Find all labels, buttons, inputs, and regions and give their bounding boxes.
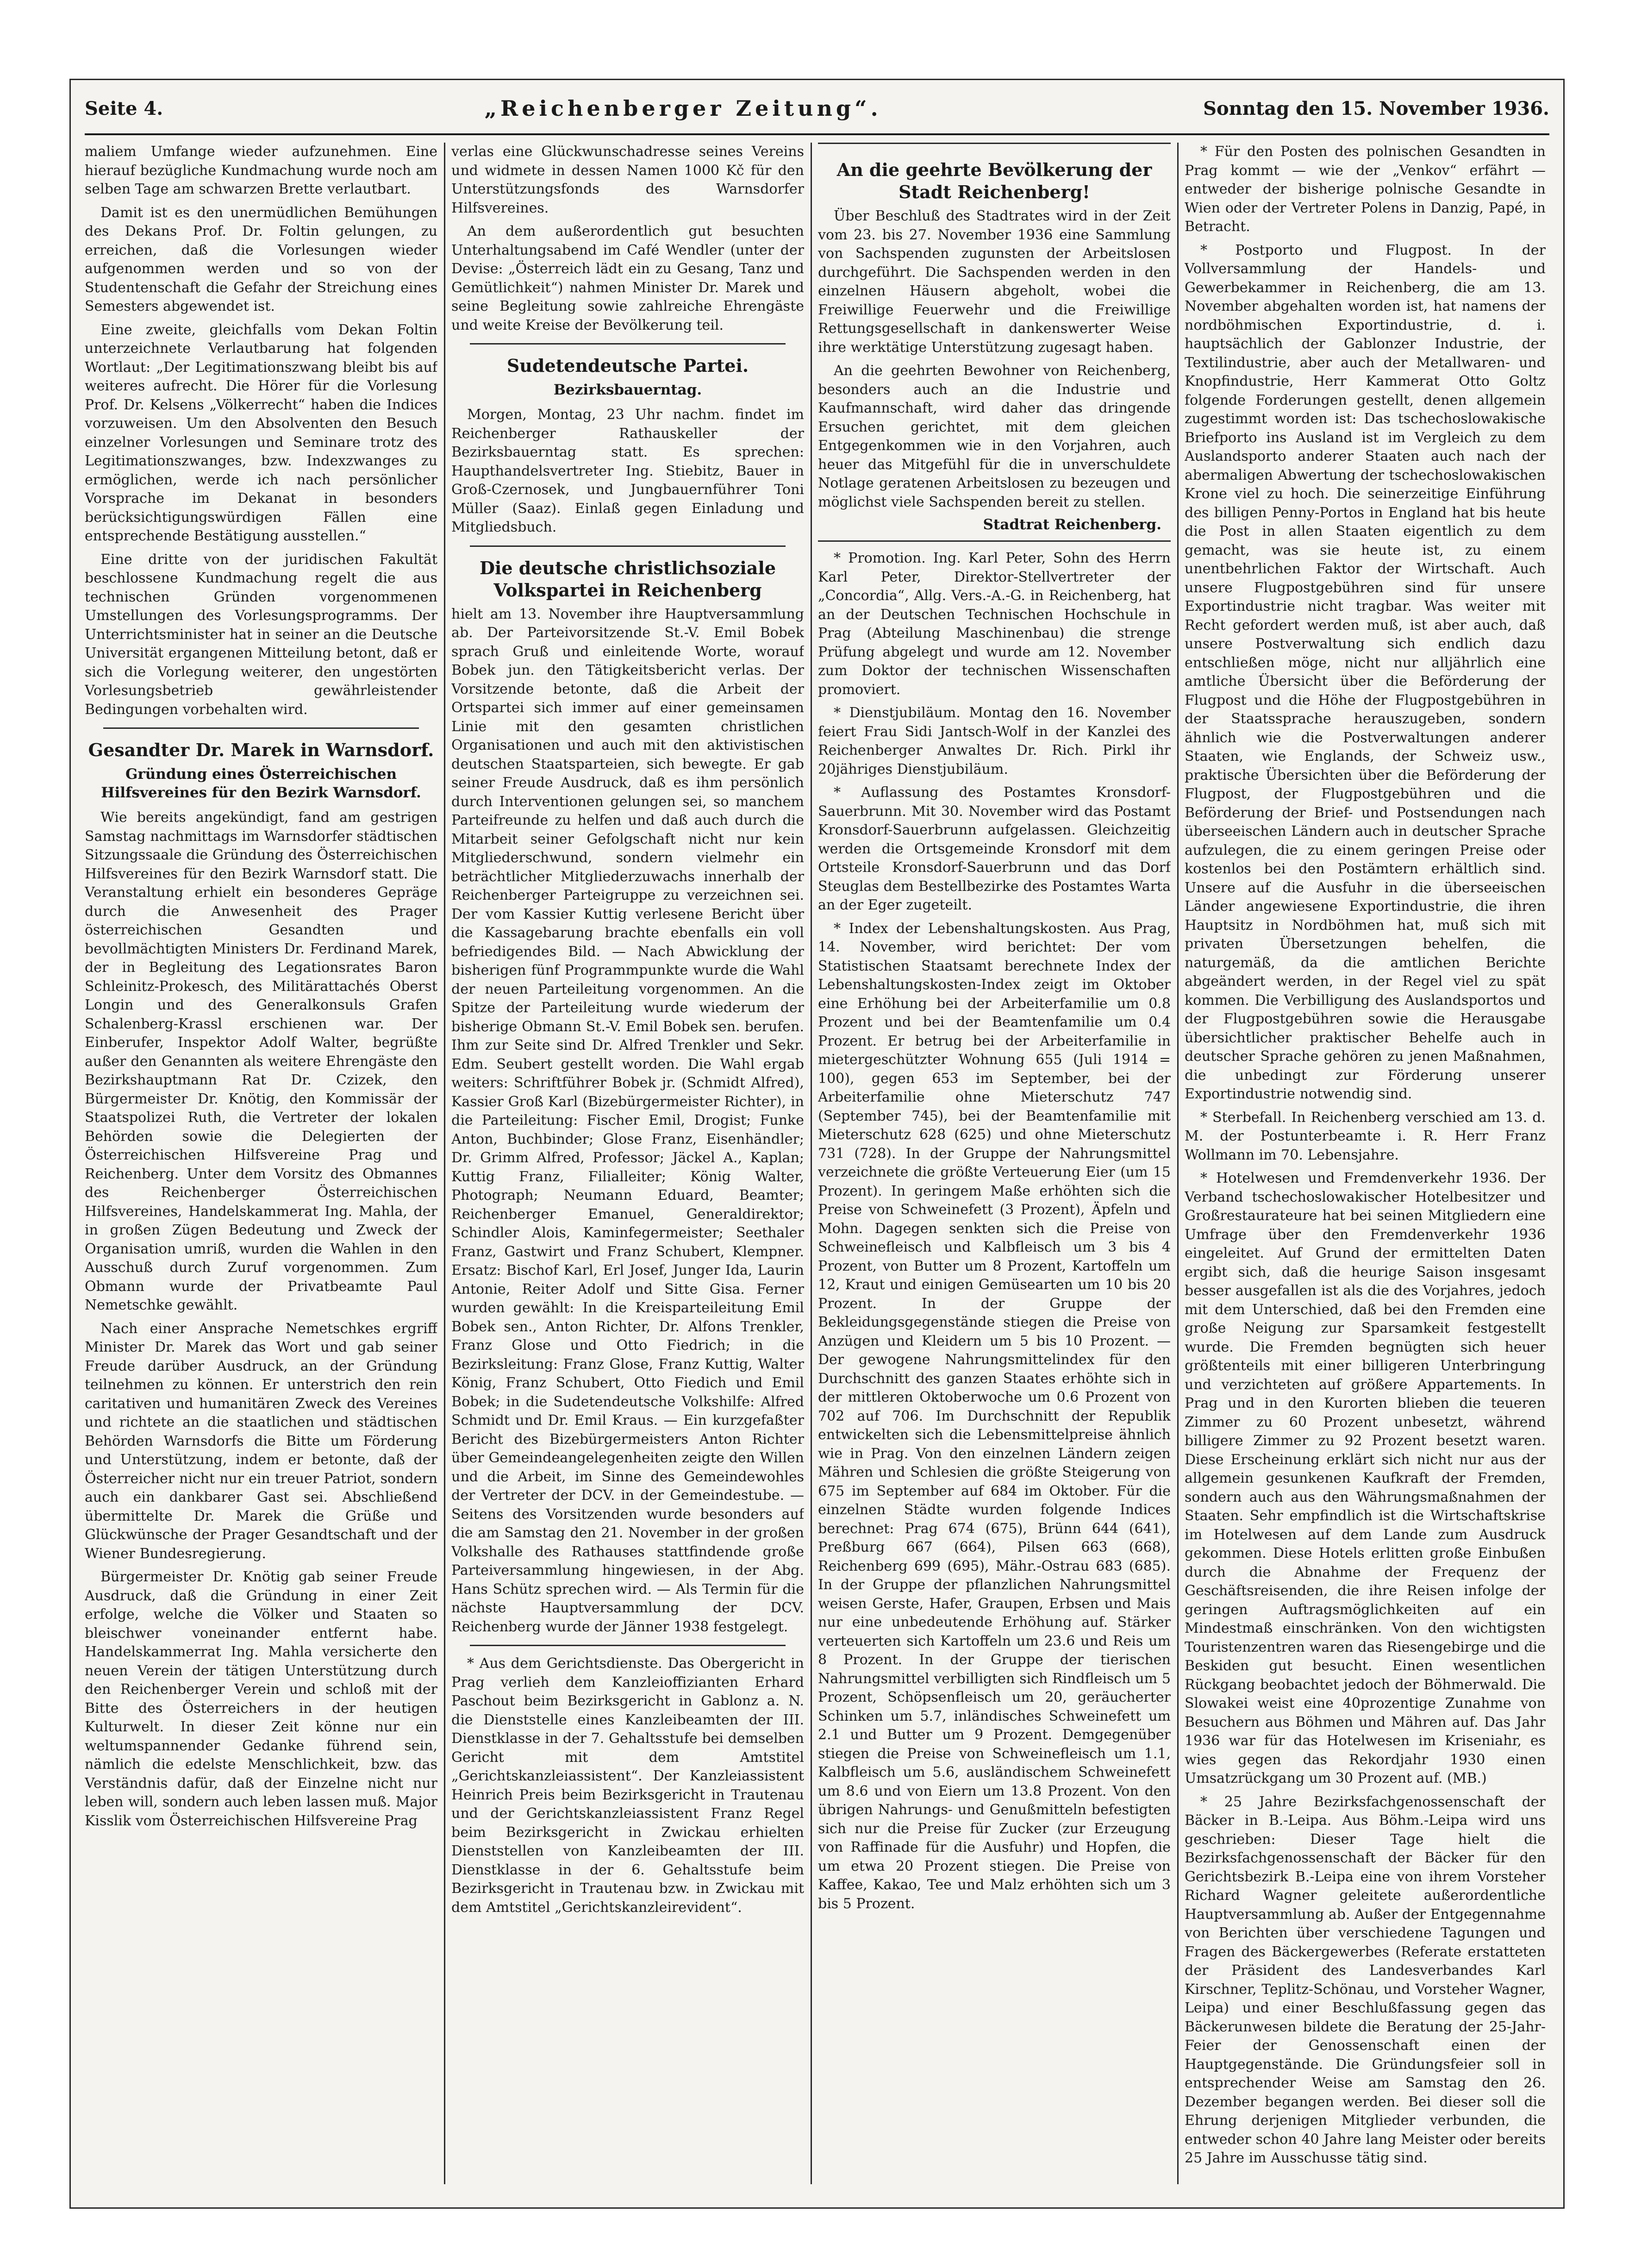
article-headline: Sudetendeutsche Partei. [506,355,749,376]
article-subheadline: Bezirksbauerntag. [553,382,702,398]
issue-date: Sonntag den 15. November 1936. [1203,97,1549,119]
article-paragraph: verlas eine Glückwunschadresse seines Vereins und widmete in dessen Namen 1000 Kč für den Unterstützungsfonds des Warnsdorfer Hilfsvereines. [451,144,804,216]
article-paragraph: Wie bereits angekündigt, fand am gestrigen Samstag nachmittags im Warnsdorfer städtischen Sitzungssaale die Gründung des Österreichischen Hilfsvereines für den Bezirk Warnsdorf statt. Die Veranstaltung erhielt ein besonderes Gepräge durch die Anwesenheit des Prager österreichischen Gesandten und bevollmächtigten Ministers Dr. Ferdinand Marek, der in Begleitung des Legationsrates Baron Schleinitz-Prokesch, des Militärattachés Oberst Longin und des Generalkonsuls Grafen Schalenberg-Krassl erschienen war. Der Einberufer, Inspektor Adolf Walter, begrüßte außer den Genannten als weitere Ehrengäste den Bezirkshauptmann Rat Dr. Czizek, den Bürgermeister Dr. Knötig, den Kommissär der Staatspolizei Ruth, die Vertreter der lokalen Behörden sowie die Delegierten der Österreichischen Hilfsvereine Prag und Reichenberg. Unter dem Vorsitz des Obmannes des Reichenberger Österreichischen Hilfsvereines, Handelskammerat Ing. Mahla, der in großen Zügen Bedeutung und Zweck der Organisation umriß, wurden die Wahlen in den Ausschuß durch Zuruf vorgenommen. Zum Obmann wurde der Privatbeamte Paul Nemetschke gewählt. [85,809,437,1313]
column-divider [811,143,812,2184]
newspaper-title: „Reichenberger Zeitung“. [484,96,882,121]
article-paragraph: Morgen, Montag, 23 Uhr nachm. findet im Reichenberger Rathauskeller der Bezirksbauerntag statt. Es sprechen: Haupthandelsvertreter Ing. Stiebitz, Bauer in Groß-Czernosek, und Jungbauernführer Toni Müller (Saaz). Einlaß gegen Einladung und Mitgliedsbuch. [451,407,804,535]
header-rule [85,133,1549,135]
column-3 [818,143,1171,2184]
news-item: * Für den Posten des polnischen Gesandten in Prag kommt — wie der „Venkov“ erfährt — entweder der bisherige polnische Gesandte in Wien oder der Vertreter Polens in Danzig, Papé, in Betracht. [1185,144,1546,235]
news-item: * Promotion. Ing. Karl Peter, Sohn des Herrn Karl Peter, Direktor-Stellvertreter der „Concordia“, Allg. Vers.-A.-G. in Reichenberg, hat an der Deutschen Technischen Hochschule in Prag (Abteilung Maschinenbau) die strenge Prüfung abgelegt und wurde am 12. November zum Doktor der technischen Wissenschaften promoviert. [818,550,1171,698]
page-number: Seite 4. [85,97,163,119]
news-item: * Sterbefall. In Reichenberg verschied am 13. d. M. der Postunterbeamte i. R. Herr Franz Wollmann im 70. Lebensjahre. [1185,1109,1546,1163]
notice-paragraph: An die geehrten Bewohner von Reichenberg, besonders auch an die Industrie und Kaufmannschaft, wird daher das dringende Ersuchen gerichtet, mit dem gleichen Entgegenkommen wie in den Vorjahren, auch heuer das Mitgefühl für die in unverschuldete Notlage geratenen Arbeitslosen zu bezeugen und möglichst viele Sachspenden bereit zu stellen. [818,363,1171,510]
news-item: * Auflassung des Postamtes Kronsdorf-Sauerbrunn. Mit 30. November wird das Postamt Kronsdorf-Sauerbrunn aufgelassen. Gleichzeitig werden die Ortsgemeinde Kronsdorf mit dem Ortsteile Kronsdorf-Sauerbrunn und das Dorf Steuglas dem Bestellbezirke des Postamtes Warta an der Eger zugeteilt. [818,784,1171,913]
article-paragraph: maliem Umfange wieder aufzunehmen. Eine hierauf bezügliche Kundmachung wurde noch am selben Tage am schwarzen Brette verlautbart. [85,144,437,197]
article-paragraph: Damit ist es den unermüdlichen Bemühungen des Dekans Prof. Dr. Foltin gelungen, zu erreichen, daß die Vorlesungen wieder aufgenommen werden und so von der Studentenschaft die Gefahr der Streichung eines Semesters abgewendet ist. [85,204,437,314]
notice-headline: An die geehrte Bevölkerung der Stadt Reichenberg! [836,159,1152,202]
article-separator [470,343,786,345]
notice-signature: Stadtrat Reichenberg. [983,516,1161,533]
news-item: * Postporto und Flugpost. In der Vollversammlung der Handels- und Gewerbekammer in Reichenberg, die am 13. November abgehalten worden ist, hat namens der nordböhmischen Exportindustrie, d. i. hauptsächlich der Gablonzer Industrie, der Textilindustrie, aber auch der Metallwaren- und Knopfindustrie, Herr Kammerat Otto Goltz folgende Forderungen gestellt, denen allgemein zugestimmt worden ist: Das tschechoslowakische Briefporto ins Ausland ist im Vergleich zu dem Auslandsporto anderer Staaten auch nach der abermaligen Abwertung der tschechoslowakischen Krone viel zu hoch. Die seinerzeitige Einführung des billigen Penny-Portos in England hat bis heute die Post in allen Staaten eigentlich zu dem gemacht, was sie heute ist, zu einem unentbehrlichen Faktor der Wirtschaft. Auch unsere Flugpostgebühren sind für unsere Exportindustrie nicht tragbar. Was weiter mit Recht gefordert werden muß, ist aber auch, daß unsere Postverwaltung sich endlich dazu entschließen möge, nicht nur alljährlich eine amtliche Übersicht über die Beförderung der Flugpost und die Höhe der Flugpostgebühren in der Staatssprache herauszugeben, sondern ähnlich wie die Postverwaltungen anderer Staaten, wie Englands, der Schweiz usw., praktische Übersichten über die Beförderung der Flugpost, der Flugpostgebühren und die Beförderung der Brief- und Postsendungen nach überseeischen Ländern auch in deutscher Sprache aufzulegen, die zu einem geringen Preise oder kostenlos bei den Postämtern erhältlich sind. Unsere auf die Ausfuhr in die überseeischen Länder angewiesene Exportindustrie, die ihren Hauptsitz in Nordböhmen hat, muß sich mit privaten Übersetzungen behelfen, die naturgemäß, da die amtlichen Berichte abgeändert werden, in der Regel viel zu spät kommen. Die Verbilligung des Auslandsportos und der Flugpostgebühren sowie die Herausgabe übersichtlicher praktischer Behelfe auch in deutscher Sprache gehören zu jenen Maßnahmen, die unbedingt zur Förderung unserer Exportindustrie notwendig sind. [1185,242,1546,1102]
article-paragraph: Eine dritte von der juridischen Fakultät beschlossene Kundmachung regelt die aus technischen Gründen vorgenommenen Umstellungen des Vorlesungsprogramms. Der Unterrichtsminister hat in seiner an die Deutsche Universität ergangenen Mitteilung betont, daß er sich die Vorlegung weiterer, den ungestörten Vorlesungsbetrieb gewährleistender Bedingungen vorbehalten wird. [85,551,437,718]
article-paragraph: Nach einer Ansprache Nemetschkes ergriff Minister Dr. Marek das Wort und gab seiner Freude darüber Ausdruck, an der Gründung teilnehmen zu können. Er unterstrich den rein caritativen und humanitären Zweck des Vereines und richtete an die staatlichen und städtischen Behörden Warnsdorfs die Bitte um Förderung und Unterstützung, indem er betonte, daß der Österreicher nicht nur ein treuer Patriot, sondern auch ein dankbarer Gast sei. Abschließend übermittelte Dr. Marek die Grüße und Glückwünsche der Prager Gesandtschaft und der Wiener Bundesregierung. [85,1320,437,1562]
article-separator [103,727,419,729]
news-item: * Hotelwesen und Fremdenverkehr 1936. Der Verband tschechoslowakischer Hotelbesitzer und Großrestaurateure hat bei seinen Mitgliedern eine Umfrage über den Fremdenverkehr 1936 eingeleitet. Auf Grund der ermittelten Daten ergibt sich, daß die heurige Saison insgesamt besser ausgefallen ist als die des Vorjahres, jedoch mit dem Unterschied, daß bei den Fremden eine große Neigung zur Sparsamkeit festgestellt wurde. Die Fremden begnügten sich heuer größtenteils mit einer billigeren Unterbringung und verzichteten auf größere Appartements. In Prag und in den Kurorten blieben die teueren Zimmer zu 60 Prozent unbesetzt, während billigere Zimmer zu 92 Prozent besetzt waren. Diese Erscheinung erklärt sich nicht nur aus der allgemein gesunkenen Kaufkraft der Fremden, sondern auch aus den Währungsmaßnahmen der Staaten. Sehr empfindlich ist die Wirtschaftskrise im Hotelwesen auf dem Lande zum Ausdruck gekommen. Diese Hotels erlitten große Einbußen durch die Abnahme der Frequenz der Geschäftsreisenden, die ihre Reisen infolge der geringen Auftragsmöglichkeiten auf ein Mindestmaß einschränken. Von den wichtigsten Touristenzentren waren das Riesengebirge und die Beskiden gut besucht. Einen wesentlichen Rückgang beobachtet jedoch der Böhmerwald. Die Slowakei weist eine 40prozentige Zunahme von Besuchern aus Böhmen und Mähren auf. Das Jahr 1936 war für das Hotelwesen im Kriseniahr, es wies gegen das Rekordjahr 1930 einen Umsatzrückgang um 30 Prozent auf. (MB.) [1185,1170,1546,1786]
news-item: * Index der Lebenshaltungskosten. Aus Prag, 14. November, wird berichtet: Der vom Statistischen Staatsamt berechnete Index der Lebenshaltungskosten-Index zeigt im Oktober eine Erhöhung bei der Arbeiterfamilie um 0.8 Prozent und bei der Beamtenfamilie um 0.4 Prozent. Er betrug bei der Arbeiterfamilie in mietergeschützter Wohnung 655 (Juli 1914 = 100), gegen 653 im September, bei der Arbeiterfamilie ohne Mieterschutz 747 (September 745), bei der Beamtenfamilie mit Mieterschutz 628 (625) und ohne Mieterschutz 731 (728). In der Gruppe der Nahrungsmittel verzeichnete die größte Verteuerung Eier (um 15 Prozent). In geringem Maße erhöhten sich die Preise von Schweinefett (3 Prozent), Äpfeln und Mohn. Dagegen senkten sich die Preise von Schweinefleisch und Kalbfleisch um 3 bis 4 Prozent, von Butter um 8 Prozent, Kartoffeln um 12, Kraut und einigen Gemüsearten um 10 bis 20 Prozent. In der Gruppe der Bekleidungsgegenstände stiegen die Preise von Anzügen und Kleidern um 5 bis 10 Prozent. — Der gewogene Nahrungsmittelindex für den Durchschnitt des ganzen Staates erhöhte sich in der mittleren Oktoberwoche um 0.6 Prozent von 702 auf 706. Im Durchschnitt der Republik entwickelten sich die Lebensmittelpreise ähnlich wie in Prag. Von den einzelnen Ländern zeigen Mähren und Schlesien die größte Steigerung von 675 im September auf 684 im Oktober. Für die einzelnen Städte wurden folgende Indices berechnet: Prag 674 (675), Brünn 644 (641), Preßburg 667 (664), Pilsen 663 (668), Reichenberg 699 (695), Mähr.-Ostrau 683 (685). In der Gruppe der pflanzlichen Nahrungsmittel weisen Gerste, Hafer, Graupen, Erbsen und Mais nur eine unbedeutende Erhöhung auf. Stärker verteuerten sich Kartoffeln um 23.6 und Reis um 8 Prozent. In der Gruppe der tierischen Nahrungsmittel verbilligten sich Rindfleisch um 5 Prozent, Schöpsenfleisch um 20, geräucherter Schinken um 5.7, inländisches Schweinefett um 2.1 und Butter um 9 Prozent. Demgegenüber stiegen die Preise von Schweinefleisch um 1.1, Kalbfleisch um 5.6, ausländischem Schweinefett um 8.6 und von Eiern um 13.8 Prozent. Von den übrigen Nahrungs- und Genußmitteln befestigten sich nur die Preise für Zucker (zur Erzeugung von Raffinade für die Ausfuhr) und Hopfen, die um etwa 20 Prozent stiegen. Die Preise von Kaffee, Kakao, Tee und Malz erhöhten sich um 3 bis 5 Prozent. [818,920,1171,1912]
column-1 [85,143,437,2184]
notice-box [818,143,1171,542]
column-divider [444,143,445,2184]
notice-paragraph: Über Beschluß des Stadtrates wird in der Zeit vom 23. bis 27. November 1936 eine Sammlung von Sachspenden zugunsten der Arbeitslosen durchgeführt. Die Sachspenden werden in den einzelnen Häusern abgeholt, wobei die Freiwillige Feuerwehr und die Freiwillige Rettungsgesellschaft in dankenswerter Weise ihre werktätige Unterstützung zugesagt haben. [818,208,1171,356]
article-paragraph: An dem außerordentlich gut besuchten Unterhaltungsabend im Café Wendler (unter der Devise: „Österreich lädt ein zu Gesang, Tanz und Gemütlichkeit“) nahmen Minister Dr. Marek und seine Begleitung sowie zahlreiche Ehrengäste und weite Kreise der Bevölkerung teil. [451,223,804,333]
newspaper-page [69,79,1565,2209]
news-item: * Dienstjubiläum. Montag den 16. November feiert Frau Sidi Jantsch-Wolf in der Kanzlei des Reichenberger Anwaltes Dr. Rich. Pirkl ihr 20jähriges Dienstjubiläum. [818,705,1171,777]
article-paragraph: hielt am 13. November ihre Hauptversammlung ab. Der Parteivorsitzende St.-V. Emil Bobek sprach Gruß und einleitende Worte, worauf Bobek jun. den Tätigkeitsbericht verlas. Der Vorsitzende betonte, daß die Arbeit der Ortspartei sich immer auf einer gemeinsamen Linie mit den gesamten christlichen Organisationen und auch mit den aktivistischen deutschen Staatsparteien, sich bewegte. Er gab seiner Freude Ausdruck, daß es ihm persönlich durch Interventionen gelungen sei, so manchem Parteifreunde zu helfen und daß auch durch die Mitarbeit seiner Gefolgschaft nicht nur kein Mitgliederschwund, sondern vielmehr ein beträchtlicher Mitgliederzuwachs innerhalb der Reichenberger Parteigruppe zu verzeichnen sei. Der vom Kassier Kuttig verlesene Bericht über die Kassagebarung brachte ebenfalls ein voll befriedigendes Bild. — Nach Abwicklung der bisherigen fünf Programmpunkte wurde die Wahl der neuen Parteileitung vorgenommen. An die Spitze der Parteileitung wurde wiederum der bisherige Obmann St.-V. Emil Bobek sen. berufen. Ihm zur Seite sind Dr. Alfred Trenkler und Sekr. Edm. Seubert gestellt worden. Die Wahl ergab weiters: Schriftführer Bobek jr. (Schmidt Alfred), Kassier Groß Karl (Bizebürgermeister Richter), in die Parteileitung: Fischer Emil, Drogist; Funke Anton, Buchbinder; Glose Franz, Eisenhändler; Dr. Grimm Alfred, Professor; Jäckel A., Kaplan; Kuttig Franz, Filialleiter; König Walter, Photograph; Neumann Eduard, Beamter; Reichenberger Emanuel, Generaldirektor; Schindler Alois, Kaminfegermeister; Seethaler Franz, Gastwirt und Franz Schubert, Klempner. Ersatz: Bischof Karl, Erl Josef, Junger Ida, Laurin Antonie, Reiter Adolf und Sitte Gisa. Ferner wurden gewählt: In die Kreisparteileitung Emil Bobek sen., Anton Richter, Dr. Alfons Trenkler, Franz Glose und Otto Fiedrich; in die Bezirksleitung: Franz Glose, Franz Kuttig, Walter König, Franz Schubert, Otto Fiedich und Emil Bobek; in die Sudetendeutsche Volkshilfe: Alfred Schmidt und Dr. Emil Kraus. — Ein kurzgefaßter Bericht des Bizebürgermeisters Anton Richter über Gemeindeangelegenheiten zeigte den Willen und die Arbeit, im Sinne des Gemeindewohles der Vertreter der DCV. in der Gemeindestube. — Seitens des Vorsitzenden wurde besonders auf die am Samstag den 21. November in der großen Volkshalle des Rathauses stattfindende große Parteiversammlung hingewiesen, in der Abg. Hans Schütz sprechen wird. — Als Termin für die nächste Hauptversammlung der DCV. Reichenberg wurde der Jänner 1938 festgelegt. [451,606,804,1635]
column-2 [451,143,804,2184]
article-subheadline: Gründung eines Österreichischen Hilfsvereines für den Bezirk Warnsdorf. [101,766,421,801]
article-paragraph: Bürgermeister Dr. Knötig gab seiner Freude Ausdruck, daß die Gründung in einer Zeit erfolge, welche die Völker und Staaten so bleischwer voneinander entfernt habe. Handelskammerrat Ing. Mahla versicherte den neuen Verein der tätigen Unterstützung durch den Reichenberger Verein und schloß mit der Bitte des Österreichers in der heutigen Kulturwelt. In dieser Zeit könne nur ein weltumspannender Gedanke führend sein, nämlich die edelste Menschlichkeit, bzw. das Verständnis dafür, daß der Einzelne nicht nur leben will, sondern auch leben lassen muß. Major Kisslik vom Österreichischen Hilfsvereine Prag [85,1569,437,1829]
article-separator [470,1645,786,1646]
page-header [85,88,1549,129]
article-separator [470,545,786,547]
article-headline: Die deutsche christlichsoziale Volkspartei in Reichenberg [479,557,776,601]
article-headline: Gesandter Dr. Marek in Warnsdorf. [88,739,434,760]
column-divider [1177,143,1179,2184]
article-paragraph: Eine zweite, gleichfalls vom Dekan Foltin unterzeichnete Verlautbarung hat folgenden Wortlaut: „Der Legitimationszwang bleibt bis auf weiteres aufrecht. Die Hörer für die Vorlesung Prof. Dr. Kelsens „Völkerrecht“ haben die Indices vorzuweisen. Um den Absolventen den Besuch einzelner Vorlesungen und Seminare trotz des Legitimationszwanges, bzw. Indexzwanges zu ermöglichen, werde ich nach persönlicher Vorsprache im Dekanat in besonders berücksichtigungswürdigen Fällen eine entsprechende Bestätigung ausstellen.“ [85,321,437,544]
news-item: * 25 Jahre Bezirksfachgenossenschaft der Bäcker in B.-Leipa. Aus Böhm.-Leipa wird uns geschrieben: Dieser Tage hielt die Bezirksfachgenossenschaft der Bäcker für den Gerichtsbezirk B.-Leipa eine von ihrem Vorsteher Richard Wagner geleitete außerordentliche Hauptversammlung ab. Außer der Entgegennahme von Berichten über verschiedene Tagungen und Fragen des Bäckergewerbes (Referate erstatteten der Präsident des Landesverbandes Karl Kirschner, Teplitz-Schönau, und Vorsteher Wagner, Leipa) und einer Beschlußfassung gegen das Bäckerunwesen bildete die Beratung der 25-Jahr-Feier der Genossenschaft einen der Hauptgegenstände. Die Gründungsfeier soll in entsprechender Weise am Samstag den 26. Dezember begangen werden. Bei dieser soll die Ehrung derjenigen Mitglieder verbunden, die entweder schon 40 Jahre lang Meister oder bereits 25 Jahre im Ausschusse tätig sind. [1185,1793,1546,2166]
column-4 [1185,143,1546,2184]
article-paragraph: * Aus dem Gerichtsdienste. Das Obergericht in Prag verlieh dem Kanzleioffizianten Erhard Paschout beim Bezirksgericht in Gablonz a. N. die Dienststelle eines Kanzleibeamten der III. Dienstklasse in der 7. Gehaltsstufe bei demselben Gericht mit dem Amtstitel „Gerichtskanzleiassistent“. Der Kanzleiassistent Heinrich Preis beim Bezirksgericht in Trautenau und der Gerichtskanzleiassistent Franz Regel beim Bezirksgericht in Zwickau erhielten Dienststellen von Kanzleibeamten der III. Dienstklasse in der 6. Gehaltsstufe beim Bezirksgericht in Trautenau bzw. in Zwickau mit dem Amtstitel „Gerichtskanzleirevident“. [451,1655,804,1916]
